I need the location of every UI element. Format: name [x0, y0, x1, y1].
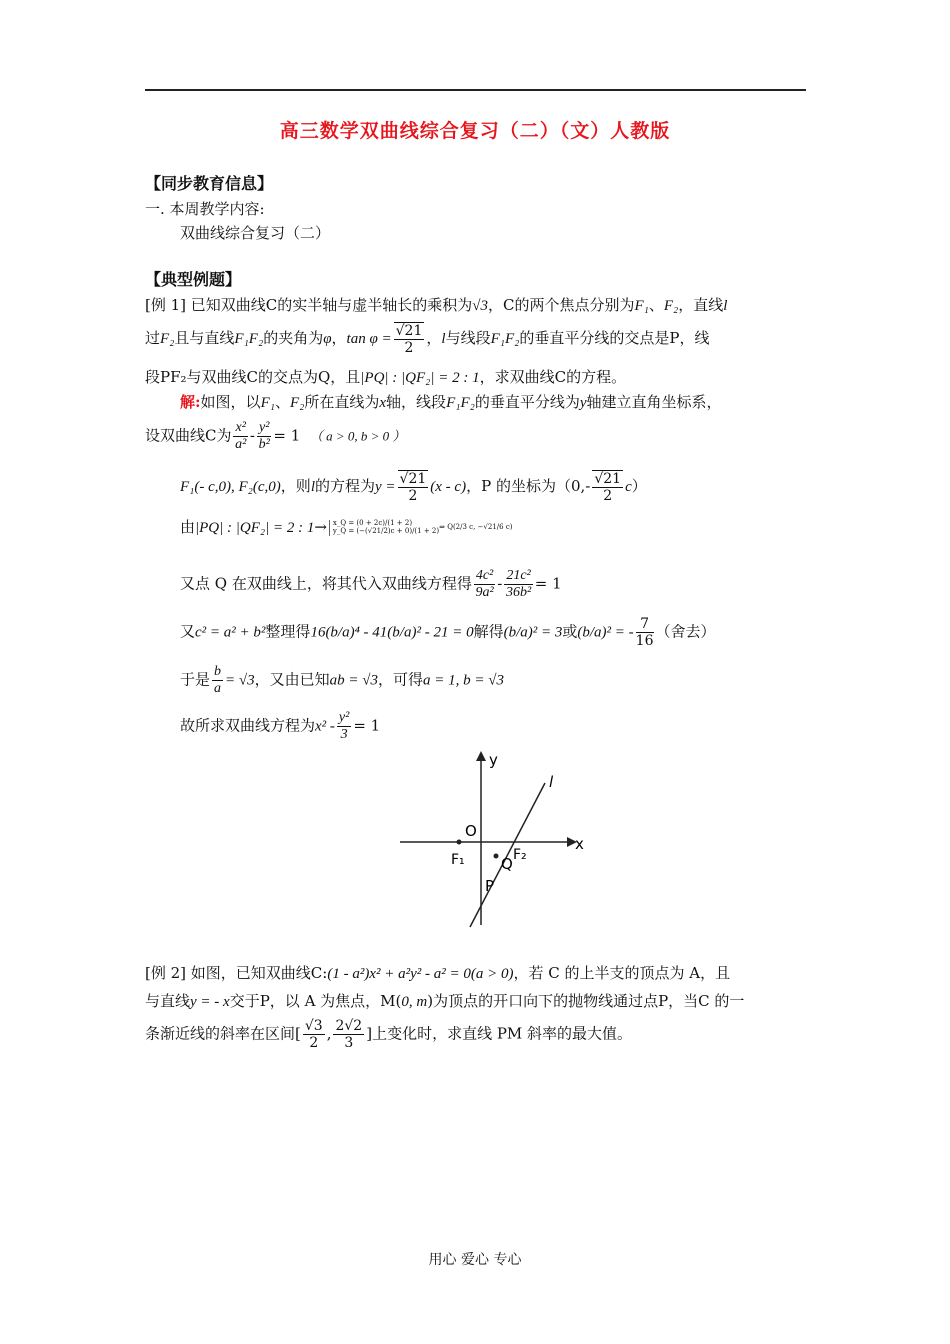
y-axis-label: y — [489, 751, 498, 769]
hyperbola-figure — [395, 745, 595, 930]
solution-line2: 设双曲线C为 $\frac{\text{x²}}{\text{a²}}$ - $\frac{\text{y²}}{\text{b²}}$ = 1 （ a > 0, b > 0 ） — [145, 420, 406, 453]
l-label: l — [549, 773, 554, 791]
sync-info-heading: 【同步教育信息】 — [145, 174, 274, 193]
example2-line2: 与直线y = - x交于P，以 A 为焦点，M(0, m)为顶点的开口向下的抛物线通过点P，当C 的一 — [145, 992, 745, 1010]
x-axis-label: x — [575, 835, 584, 853]
example2-line1: [例 2] 如图，已知双曲线C:(1 - a²)x² + a²y² - a² = 0(a > 0)，若 C 的上半支的顶点为 A，且 — [145, 964, 731, 982]
origin-label: O — [465, 822, 477, 840]
solution-line4: 由|PQ| : |QF₂| = 2 : 1→ x_Q = (0 + 2c)/(1 + 2) y_Q = (−(√21/2)c + 0)/(1 + 2) ⇒ Q(2/3 c, −√21/6 c) — [180, 518, 513, 536]
example2-line3: 条渐近线的斜率在区间[ $\frac{√3}{2}$ , $\frac{2√2}{3}$ ]上变化时，求直线 PM 斜率的最大值。 — [145, 1018, 633, 1052]
header-rule — [145, 89, 806, 91]
tan-phi-fraction: $\frac{√21}{2}$ — [395, 323, 423, 357]
y-axis-arrow — [476, 751, 486, 761]
example1-line2: 过F₂且与直线F₁F₂的夹角为φ，tan φ = $\frac{√21}{2}$ ，l与线段F₁F₂的垂直平分线的交点是P，线 — [145, 323, 710, 357]
solution-line1: 解:如图，以F₁、F₂所在直线为x轴，线段F₁F₂的垂直平分线为y轴建立直角坐标系， — [180, 393, 722, 411]
f1-label: F₁ — [451, 852, 465, 868]
page-title: 高三数学双曲线综合复习（二）（文）人教版 — [279, 120, 671, 142]
solution-line8: 故所求双曲线方程为x² - $\frac{\text{y²}}{3}$ = 1 — [180, 710, 381, 743]
f1-point — [457, 840, 462, 845]
x2-over-a2: $\frac{\text{x²}}{\text{a²}}$ — [235, 420, 247, 453]
q-label: Q — [501, 855, 513, 873]
teaching-content-item: 一. 本周教学内容: — [145, 200, 265, 218]
f2-label: F₂ — [513, 847, 527, 863]
p-coordinate-fraction: $\frac{√21}{2}$ — [594, 471, 622, 505]
solution-line5: 又点 Q 在双曲线上，将其代入双曲线方程得 $\frac{\text{4c²}}{\text{9a²}}$ - $\frac{\text{21c²}}{\text{36b²}}$ = 1 — [180, 568, 562, 601]
example1-line3: 段PF₂与双曲线C的交点为Q，且|PQ| : |QF₂| = 2 : 1，求双曲线C的方程。 — [145, 368, 627, 386]
page-footer: 用心 爱心 专心 — [428, 1252, 522, 1268]
example1-line1: [例 1] 已知双曲线C的实半轴与虚半轴长的乘积为√3，C的两个焦点分别为F₁、F₂，直线l — [145, 296, 728, 314]
solution-label: 解: — [180, 393, 201, 411]
solution-line6: 又c² = a² + b²整理得16(b/a)⁴ - 41(b/a)² - 21 = 0解得(b/a)² = 3或(b/a)² = - $\frac{7}{16}$ （舍去） — [180, 616, 716, 650]
q-point — [494, 854, 499, 859]
examples-heading: 【典型例题】 — [145, 270, 242, 289]
p-label: P — [485, 877, 495, 895]
y2-over-b2: $\frac{\text{y²}}{\text{b²}}$ — [258, 420, 270, 453]
solution-line3: F₁(- c,0), F₂(c,0)，则l的方程为y = $\frac{√21}{2}$ (x - c)，P 的坐标为（0,- $\frac{√21}{2}$ c） — [180, 471, 647, 505]
q-coordinate-system: x_Q = (0 + 2c)/(1 + 2) y_Q = (−(√21/2)c + 0)/(1 + 2) — [329, 520, 439, 535]
sqrt21-over-2: $\frac{√21}{2}$ — [399, 471, 427, 505]
solution-line7: 于是 $\frac{b}{a}$ = √3，又由已知ab = √3，可得a = 1, b = √3 — [180, 664, 504, 697]
teaching-content-detail: 双曲线综合复习（二） — [180, 224, 331, 242]
